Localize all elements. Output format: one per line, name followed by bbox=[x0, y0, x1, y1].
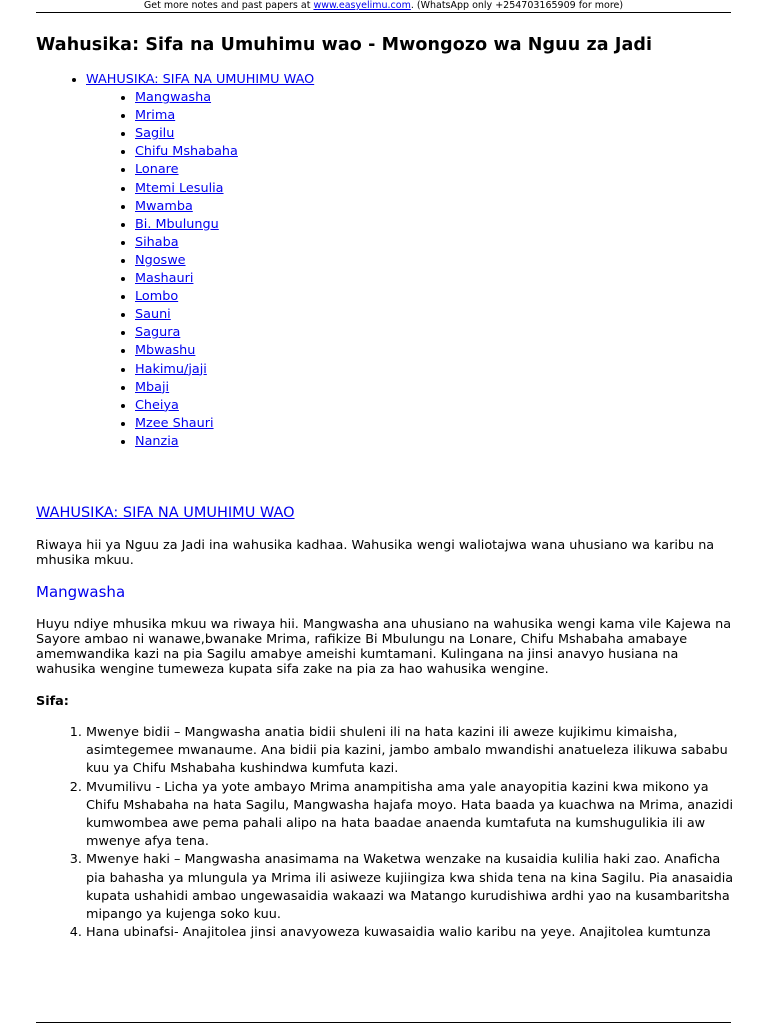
character-heading bbox=[36, 583, 736, 602]
toc-item bbox=[135, 306, 736, 324]
header-site-link[interactable]: www.easyelimu.com bbox=[313, 0, 411, 11]
toc-item bbox=[135, 125, 736, 143]
toc-link[interactable]: Mangwasha bbox=[135, 90, 212, 106]
toc-link[interactable]: Mbaji bbox=[135, 379, 170, 395]
toc-link[interactable]: Cheiya bbox=[135, 397, 179, 413]
toc-link[interactable]: Mzee Shauri bbox=[135, 415, 214, 431]
toc-item bbox=[135, 234, 736, 252]
intro-paragraph: Riwaya hii ya Nguu za Jadi ina wahusika kadhaa. Wahusika wengi waliotajwa wana uhusiano wa karibu na mhusika mkuu. bbox=[36, 537, 715, 569]
toc-item bbox=[135, 361, 736, 379]
toc-sublist bbox=[86, 89, 736, 451]
traits-label: Sifa: bbox=[36, 693, 69, 709]
character-heading-link[interactable]: Mangwasha bbox=[36, 582, 126, 601]
traits-list bbox=[36, 724, 736, 942]
header-prefix: Get more notes and past papers at bbox=[143, 0, 314, 11]
toc-link[interactable]: Mtemi Lesulia bbox=[135, 180, 224, 196]
toc-item bbox=[135, 270, 736, 288]
table-of-contents bbox=[36, 71, 736, 451]
toc-link[interactable]: Mashauri bbox=[135, 271, 194, 287]
toc-link[interactable]: Mbwashu bbox=[135, 343, 196, 359]
toc-link[interactable]: Bi. Mbulungu bbox=[135, 216, 219, 232]
toc-link[interactable]: Sagura bbox=[135, 325, 181, 341]
toc-item bbox=[135, 107, 736, 125]
toc-item bbox=[135, 161, 736, 179]
header-suffix: . (WhatsApp only +254703165909 for more) bbox=[410, 0, 624, 11]
trait-item: 2. Mvumilivu - Licha ya yote ambayo Mrima anampitisha ama yale anayopitia kazini kwa mikono ya Chifu Mshabaha na hata Sagilu, Mangwasha hajafa moyo. Hata baada ya kuachwa na Mrima, anazidi kumwombea awe pema pahali alipo na hata baadae anaenda kumtafuta na kumshugulikia ili aw mwenye afya tena. bbox=[86, 779, 736, 852]
toc-link[interactable]: Mrima bbox=[135, 108, 176, 124]
toc-link[interactable]: Lombo bbox=[135, 289, 179, 305]
toc-link[interactable]: Chifu Mshabaha bbox=[135, 144, 238, 160]
section-heading bbox=[36, 504, 736, 522]
toc-item bbox=[135, 324, 736, 342]
character-description: Huyu ndiye mhusika mkuu wa riwaya hii. Mangwasha ana uhusiano na wahusika wengi kama vile Kajewa na Sayore ambao ni wanawe,bwanake Mrima, rafikize Bi Mbulungu na Lonare, Chifu Mshabaha amabaye amemwandika kazi na pia Sagilu amabye ameishi kumtamani. Kulingana na jinsi anavyo husiana na wahusika wengine tumeweza kupata sifa zake na pia za hao wahusika wengine. bbox=[36, 616, 732, 678]
toc-item bbox=[135, 342, 736, 360]
toc-item bbox=[135, 415, 736, 433]
toc-link[interactable]: Sagilu bbox=[135, 126, 175, 142]
page-header-banner bbox=[36, 0, 731, 13]
toc-item bbox=[135, 397, 736, 415]
toc-item bbox=[135, 252, 736, 270]
toc-item bbox=[135, 143, 736, 161]
toc-link[interactable]: Mwamba bbox=[135, 198, 193, 214]
toc-link[interactable]: Lonare bbox=[135, 162, 179, 178]
toc-main-link[interactable]: WAHUSIKA: SIFA NA UMUHIMU WAO bbox=[86, 72, 315, 87]
toc-item bbox=[135, 198, 736, 216]
toc-link[interactable]: Sihaba bbox=[135, 234, 179, 250]
trait-item: 3. Mwenye haki – Mangwasha anasimama na Waketwa wenzake na kusaidia kulilia haki zao. Anaficha pia bahasha ya mlungula ya Mrima ili asiweze kujiingiza kwa shida tena na kina Sagilu. Pia anasaidia kupata ushahidi ambao ungewasaidia wakaazi wa Matango kurudishiwa ardhi yao na kusambaritsha mipango ya kujenga soko kuu. bbox=[86, 851, 736, 924]
document-body bbox=[36, 34, 736, 942]
toc-link[interactable]: Ngoswe bbox=[135, 252, 186, 268]
page-footer-rule bbox=[36, 1022, 731, 1023]
toc-item bbox=[135, 216, 736, 234]
section-heading-link[interactable]: WAHUSIKA: SIFA NA UMUHIMU WAO bbox=[36, 504, 295, 521]
toc-link[interactable]: Sauni bbox=[135, 307, 171, 323]
toc-main-item bbox=[86, 71, 736, 451]
toc-item bbox=[135, 89, 736, 107]
trait-item: 4. Hana ubinafsi- Anajitolea jinsi anavyoweza kuwasaidia walio karibu na yeye. Anajitolea kumtunza bbox=[86, 924, 736, 942]
toc-item bbox=[135, 180, 736, 198]
toc-link[interactable]: Hakimu/jaji bbox=[135, 361, 207, 377]
toc-link[interactable]: Nanzia bbox=[135, 433, 179, 449]
toc-item bbox=[135, 379, 736, 397]
trait-item: 1. Mwenye bidii – Mangwasha anatia bidii shuleni ili na hata kazini ili aweze kujikimu kimaisha, asimtegemee mwanaume. Ana bidii pia kazini, jambo ambalo mwandishi anatueleza ilikuwa sababu kuu ya Chifu Mshabaha kushindwa kumfuta kazi. bbox=[86, 724, 736, 779]
page-title: Wahusika: Sifa na Umuhimu wao - Mwongozo wa Nguu za Jadi bbox=[36, 35, 653, 55]
toc-item bbox=[135, 433, 736, 451]
toc-item bbox=[135, 288, 736, 306]
